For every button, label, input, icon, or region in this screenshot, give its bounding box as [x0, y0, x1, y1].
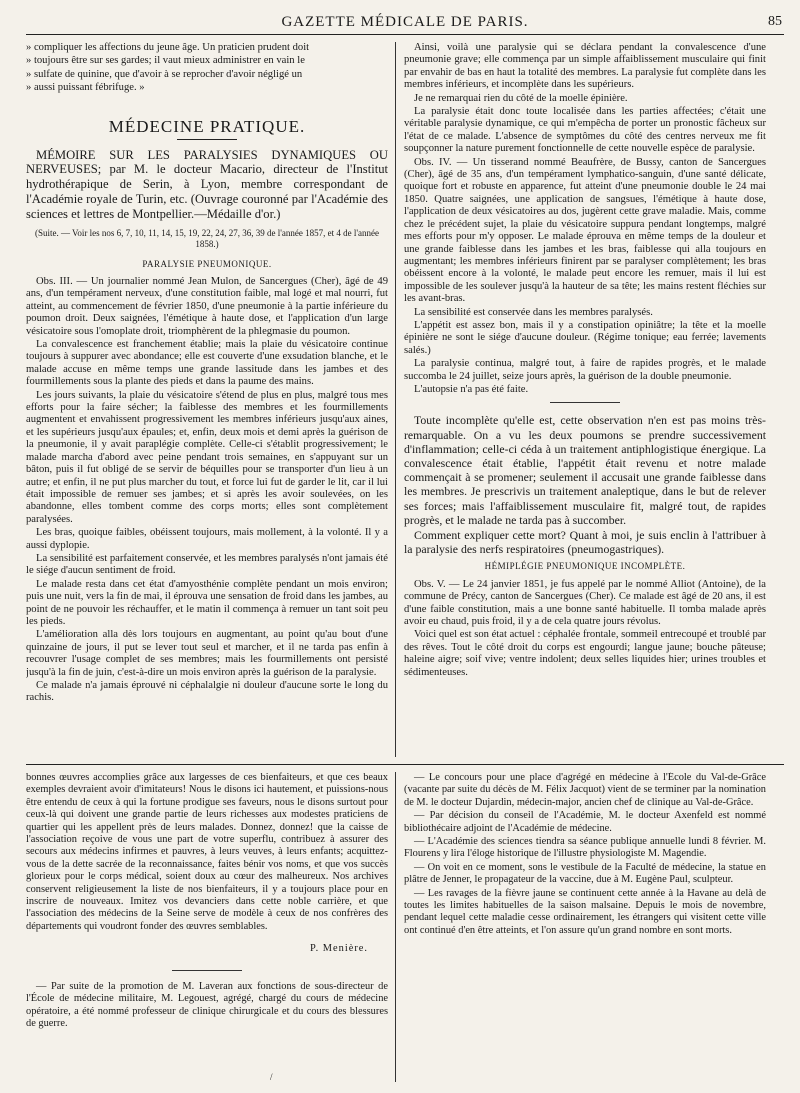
- quote-line: » compliquer les affections du jeune âge. Un praticien prudent doit: [26, 42, 310, 53]
- subheading: HÉMIPLÉGIE PNEUMONIQUE INCOMPLÈTE.: [484, 561, 686, 572]
- upper-columns: [26, 42, 784, 757]
- news-note: — Par décision du conseil de l'Académie, M. le docteur Axenfeld est nommé bibliothécaire adjoint de l'Académie de médecine.: [404, 810, 766, 834]
- paragraph: L'appétit est assez bon, mais il y a constipation opiniâtre; la tête et la moelle épinière ne sont le siége d'aucune douleur. (Régime tonique; eau ferrée; lavements salés.): [404, 319, 766, 356]
- paragraph: Je ne remarquai rien du côté de la moelle épinière.: [414, 92, 628, 104]
- journal-title: GAZETTE MÉDICALE DE PARIS.: [281, 14, 529, 30]
- news-note: — L'Académie des sciences tiendra sa séance publique annuelle lundi 8 février. M. Flourens y lira l'éloge historique de l'illustre physiologiste M. Magendie.: [404, 836, 766, 860]
- paragraph: L'amélioration alla dès lors toujours en augmentant, au point qu'au bout d'une quinzaine de jours, il put se lever tout seul et marcher, et il ne tarda pas enfin à recouvrer l'usage complet de ses membres; mais les fourmillements ont persisté jusqu'à la fin de juin, c'est-à-dire un mois environ après la guérison de la paralysie.: [26, 629, 388, 678]
- column-divider: [395, 772, 396, 1082]
- memoir-heading: MÉMOIRE SUR LES PARALYSIES DYNAMIQUES OU NERVEUSES; par M. le docteur Macario, directeur de l'Institut hydrothérapique de Serin, à Lyon, membre correspondant de l'Académie royale de Turin, etc. (Ouvrage couronné par l'Académie des sciences et lettres de Montpellier.—Médaille d'or.): [26, 147, 388, 221]
- news-note: — Par suite de la promotion de M. Laveran aux fonctions de sous-directeur de l'École de médecine militaire, M. Legouest, agrégé, chargé du cours de médecine opératoire, a été nommé professeur de clinique chirurgicale et du cours des blessures de guerre.: [26, 980, 388, 1029]
- paragraph: La paralysie continua, malgré tout, à faire de rapides progrès, et le malade succomba le 24 juillet, seize jours après, la guérison de la double pneumonie.: [404, 358, 766, 382]
- paragraph: Ainsi, voilà une paralysie qui se déclara pendant la convalescence d'une pneumonie grave; elle commença par un simple affaiblissement musculaire qui finit par envahir de bas en haut la totalité des membres. La paralysie fut complète dans les membres inférieurs, et incomplète dans les supérieurs.: [404, 42, 766, 91]
- lower-right-column: [404, 772, 766, 1082]
- news-note: — Le concours pour une place d'agrégé en médecine à l'École du Val-de-Grâce (vacante par suite du décès de M. Félix Jacquot) vient de se terminer par la nomination de M. le docteur Dujardin, médecin-major, ancien chef de clinique au Val-de-Grâce.: [404, 772, 766, 808]
- paragraph: L'autopsie n'a pas été faite.: [414, 383, 529, 395]
- commentary-paragraph: Comment expliquer cette mort? Quant à moi, je suis enclin à l'attribuer à la paralysie des nerfs respiratoires (pneumogastriques).: [404, 528, 766, 557]
- paragraph: Obs. IV. — Un tisserand nommé Beaufrère, de Bussy, canton de Sancergues (Cher), âgé de 35 ans, d'un tempérament lymphatico-sanguin, d'une santé délicate, quoique fort et robuste en apparence, fut atteint d'une pneumonie double le 24 mai 1850. Quatre saignées, une application de sangsues, l'émétique à haute dose, l'application de deux vésicatoires au dos, jugèrent cette grave maladie. Mais, comme chez le précédent sujet, la plaie du vésicatoire suppura pendant longtemps, malgré mes efforts pour m'y opposer. Le malade éprouva en même temps de la douleur et une grande faiblesse dans les jambes et les bras, faiblesse qui alla toujours en augmentant; les membres inférieurs finirent par se paralyser complètement; les bras obéissent encore à la volonté, le malade peut encore les remuer, mais il lui est impossible de les soulever jusqu'à la hauteur de sa tête; les mains restent fléchies sur les avant-bras.: [404, 156, 766, 305]
- lower-left-column: [26, 772, 388, 1082]
- page-header: [26, 12, 784, 35]
- newspaper-page: [26, 12, 784, 1082]
- separator-rule: [172, 970, 242, 971]
- paragraph: La convalescence est franchement établie; mais la plaie du vésicatoire continue toujours à suppurer avec abondance; elle est couverte d'une exsudation blanche, et le malade accuse en même temps une grande lassitude dans les jambes et des fourmillements sous la plante des pieds et dans la paume des mains.: [26, 339, 388, 388]
- page-number: 85: [768, 14, 782, 29]
- right-column: [404, 42, 766, 757]
- quote-line: » toujours être sur ses gardes; il vaut mieux administrer en vain le: [26, 55, 305, 67]
- news-note: — On voit en ce moment, sons le vestibule de la Faculté de médecine, la statue en plâtre de Jenner, le propagateur de la vaccine, due à M. Eugène Paul, sculpteur.: [404, 861, 766, 886]
- paragraph: Obs. III. — Un journalier nommé Jean Mulon, de Sancergues (Cher), âgé de 49 ans, d'un tempérament nerveux, d'une constitution faible, mal logé et mal nourri, fut atteint, au commencement de février 1850, d'une pneumonie à la partie inférieure du poumon droit. Deux saignées, l'émétique à haute dose, et l'application d'un large vésicatoire sous l'omoplate droit, triomphèrent de la phlegmasie du poumon.: [26, 276, 388, 337]
- left-column: [26, 42, 388, 757]
- title-rule: [177, 139, 237, 140]
- news-note: — Les ravages de la fièvre jaune se continuent cette année à la Havane au delà de toutes les limites habituelles de la saison malsaine. Depuis le mois de novembre, pendant lequel cette maladie cesse ordinairement, les étrangers qui visitent cette ville ont continué d'en être atteints, et l'on assure qu'un grand nombre en sont morts.: [404, 887, 766, 936]
- separator-rule: [550, 402, 620, 403]
- section-title: MÉDECINE PRATIQUE.: [108, 116, 306, 136]
- paragraph: Le malade resta dans cet état d'amyosthénie complète pendant un mois environ; puis une nuit, vers la fin de mai, il éprouva une sensation de froid dans les jambes, au point de ne pouvoir les réchauffer, et le matin il commença à remuer un tant soit peu les pieds.: [26, 578, 388, 627]
- paragraph: Voici quel est son état actuel : céphalée frontale, sommeil entrecoupé et troublé par des rêves. Tout le côté droit du corps est engourdi; langue jaune; bouche pâteuse; haleine aigre; soif vive; ventre indolent; deux selles liquides hier; urines troubles et sédimenteuses.: [404, 629, 766, 678]
- paragraph: Les jours suivants, la plaie du vésicatoire s'étend de plus en plus, malgré tous mes efforts pour la faire sécher; la faiblesse des membres et les fourmillements augmentent et envahissent progressivement les membres inférieurs jusqu'aux aines, et les supérieurs jusqu'aux épaules; et, enfin, deux mois et demi après la guérison de la pneumonie, il y avait paraplégie complète. Celle-ci s'établit progressivement; le malade marcha d'abord avec peine pendant trois semaines, en s'appuyant sur un bâton, puis il fut obligé de se servir de béquilles pour se transporter d'un lieu à un autre; et enfin, il ne put plus marcher du tout, et force lui fut de garder le lit, car il lui était impossible de remuer ses jambes; et si après les avoir soulevées, on les abandonne, elles tombent comme des corps morts; elles sont complètement paralysées.: [26, 389, 388, 525]
- author-signature: P. Menière.: [309, 943, 368, 955]
- suite-note: (Suite. — Voir les nos 6, 7, 10, 11, 14, 15, 19, 22, 24, 27, 36, 39 de l'année 1857, et 4 de l'année 1858.): [34, 227, 380, 249]
- subheading: PARALYSIE PNEUMONIQUE.: [142, 258, 272, 269]
- quote-line: » aussi puissant fébrifuge. »: [26, 82, 145, 94]
- paragraph: La paralysie était donc toute localisée dans les parties affectées; c'était une véritable paralysie dynamique, ce qui m'empêcha de porter un pronostic fâcheux sur l'état de ce malade. L'absence de symptômes du côté des centres nerveux me fit soupçonner la nature purement fonctionnelle de cette nouvelle espèce de paralysie.: [404, 106, 766, 155]
- paragraph: Les bras, quoique faibles, obéissent toujours, mais mollement, à la volonté. Il y a aussi dyplopie.: [26, 527, 388, 551]
- lower-columns: [26, 772, 784, 1082]
- section-divider: [26, 764, 784, 765]
- quote-line: » sulfate de quinine, que d'avoir à se reprocher d'avoir négligé un: [26, 68, 303, 80]
- print-mark: /: [270, 1072, 273, 1082]
- paragraph: Obs. V. — Le 24 janvier 1851, je fus appelé par le nommé Alliot (Antoine), de la commune de Précy, canton de Sancergues (Cher). Ce malade est âgé de 20 ans, il est d'une faible constitution, mais a une bonne santé habituelle. Il tomba malade après avoir eu chaud, puis froid, il y a de cela quatre jours révolus.: [404, 578, 766, 628]
- quote-block: [26, 42, 388, 95]
- commentary-paragraph: Toute incomplète qu'elle est, cette observation n'en est pas moins très-remarquable. On a vu les deux poumons se prendre successivement d'inflammation; celle-ci céda à un traitement antiphlogistique énergique. La convalescence était établie, l'appétit était revenu et notre malade commençait à se promener; seulement il accusait une grande faiblesse dans les membres. Je prescrivis un traitement analeptique, dans le but de relever ses forces; mais l'affaiblissement musculaire fit, malgré tout, de rapides progrès, et le malade ne tarda pas à succomber.: [404, 413, 766, 527]
- column-divider: [395, 42, 396, 757]
- paragraph: Ce malade n'a jamais éprouvé ni céphalalgie ni douleur d'aucune sorte le long du rachis.: [26, 680, 388, 704]
- paragraph: La sensibilité est conservée dans les membres paralysés.: [414, 306, 653, 318]
- paragraph: bonnes œuvres accomplies grâce aux largesses de ces bienfaiteurs, et que ces beaux exemples devraient avoir d'imitateurs! Nous le disons ici hautement, et puissions-nous être entendu de ceux à qui la fortune prodigue ses faveurs, nous le disons surtout pour ceux-là qui doivent une grande partie de leurs richesses aux modestes praticiens de quartier qui les appellent près de leurs malades. Donnez, donnez! que la caisse de l'association reçoive de vous une part de votre superflu, contribuez à assurer des secours aux médecins infirmes et pauvres, à leurs veuves, à leurs enfants; acquittez-vous de la dette sacrée de la reconnaissance, faites bénir vos noms, et que vos succès glorieux pour le corps médical, soient doux au cœur des malheureux. Nos archives conservent religieusement la liste de nos bienfaiteurs, il y a toujours place pour en inscrire de nouveaux. Imitez vos devanciers dans cette noble carrière, et que l'association des médecins de la Seine serve de modèle à ceux de nos confrères des départements qui voudront fonder des œuvres semblables.: [26, 772, 388, 932]
- paragraph: La sensibilité est parfaitement conservée, et les membres paralysés n'ont jamais été le siége d'aucun sentiment de froid.: [26, 552, 388, 577]
